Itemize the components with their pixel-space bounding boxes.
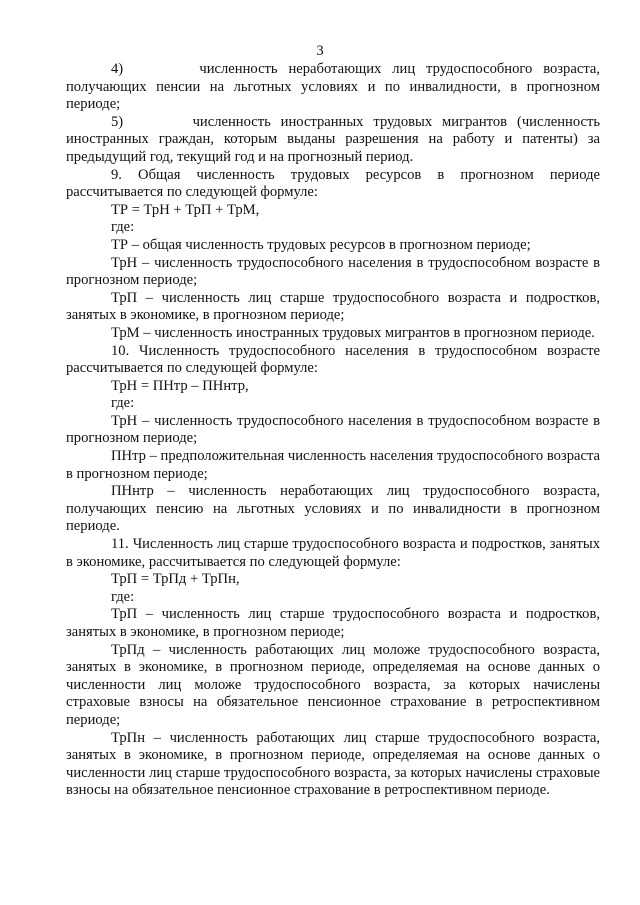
where-label: где: xyxy=(111,395,135,412)
where-label: где: xyxy=(111,588,135,605)
definition-trn: ТрН – численность трудоспособного населения в трудоспособном возрасте в прогнозном периоде; xyxy=(66,412,600,447)
page-number: 3 xyxy=(316,43,324,59)
definition-tr: ТР – общая численность трудовых ресурсов в прогнозном периоде; xyxy=(111,236,531,253)
list-item-4: 4) численность неработающих лиц трудоспособного возраста, получающих пенсии на льготных условиях и по инвалидности, в прогнозном периоде; xyxy=(66,61,600,113)
definition-trm: ТрМ – численность иностранных трудовых мигрантов в прогнозном периоде. xyxy=(111,324,595,341)
definition-trpd: ТрПд – численность работающих лиц моложе трудоспособного возраста, занятых в экономике, в прогнозном периоде, определяемая на основе данных о численности лиц моложе трудоспособного возраста, за которых начислены страховые взносы на обязательное пенсионное страхование в ретроспективном периоде; xyxy=(66,641,600,728)
formula-trp: ТрП = ТрПд + ТрПн, xyxy=(111,571,240,588)
section-11-intro: 11. Численность лиц старше трудоспособного возраста и подростков, занятых в экономике, рассчитывается по следующей формуле: xyxy=(66,536,600,570)
definition-trp: ТрП – численность лиц старше трудоспособного возраста и подростков, занятых в экономике, в прогнозном периоде; xyxy=(66,606,600,640)
formula-trn: ТрН = ПНтр – ПНнтр, xyxy=(111,377,249,394)
list-item-5: 5) численность иностранных трудовых мигрантов (численность иностранных граждан, которым выданы разрешения на работу и патенты) за предыдущий год, текущий год и на прогнозный период. xyxy=(66,113,600,165)
definition-trn: ТрН – численность трудоспособного населения в трудоспособном возрасте в прогнозном периоде; xyxy=(66,254,600,289)
document-body xyxy=(66,61,600,800)
section-10-intro: 10. Численность трудоспособного населения в трудоспособном возрасте рассчитывается по следующей формуле: xyxy=(66,342,600,377)
definition-pntr: ПНтр – предположительная численность населения трудоспособного возраста в прогнозном периоде; xyxy=(66,448,600,482)
definition-pnntr: ПНнтр – численность неработающих лиц трудоспособного возраста, получающих пенсию на льготных условиях и по инвалидности в прогнозном периоде. xyxy=(66,483,600,535)
definition-trp: ТрП – численность лиц старше трудоспособного возраста и подростков, занятых в экономике, в прогнозном периоде; xyxy=(66,289,600,324)
section-9-intro: 9. Общая численность трудовых ресурсов в прогнозном периоде рассчитывается по следующей формуле: xyxy=(66,166,600,201)
where-label: где: xyxy=(111,219,135,236)
formula-tr: ТР = ТрН + ТрП + ТрМ, xyxy=(111,201,260,218)
definition-trpn: ТрПн – численность работающих лиц старше трудоспособного возраста, занятых в экономике, в прогнозном периоде, определяемая на основе данных о численности лиц старше трудоспособного возраста, за которых начислены страховые взносы на обязательное пенсионное страхование в ретроспективном периоде. xyxy=(66,729,600,799)
